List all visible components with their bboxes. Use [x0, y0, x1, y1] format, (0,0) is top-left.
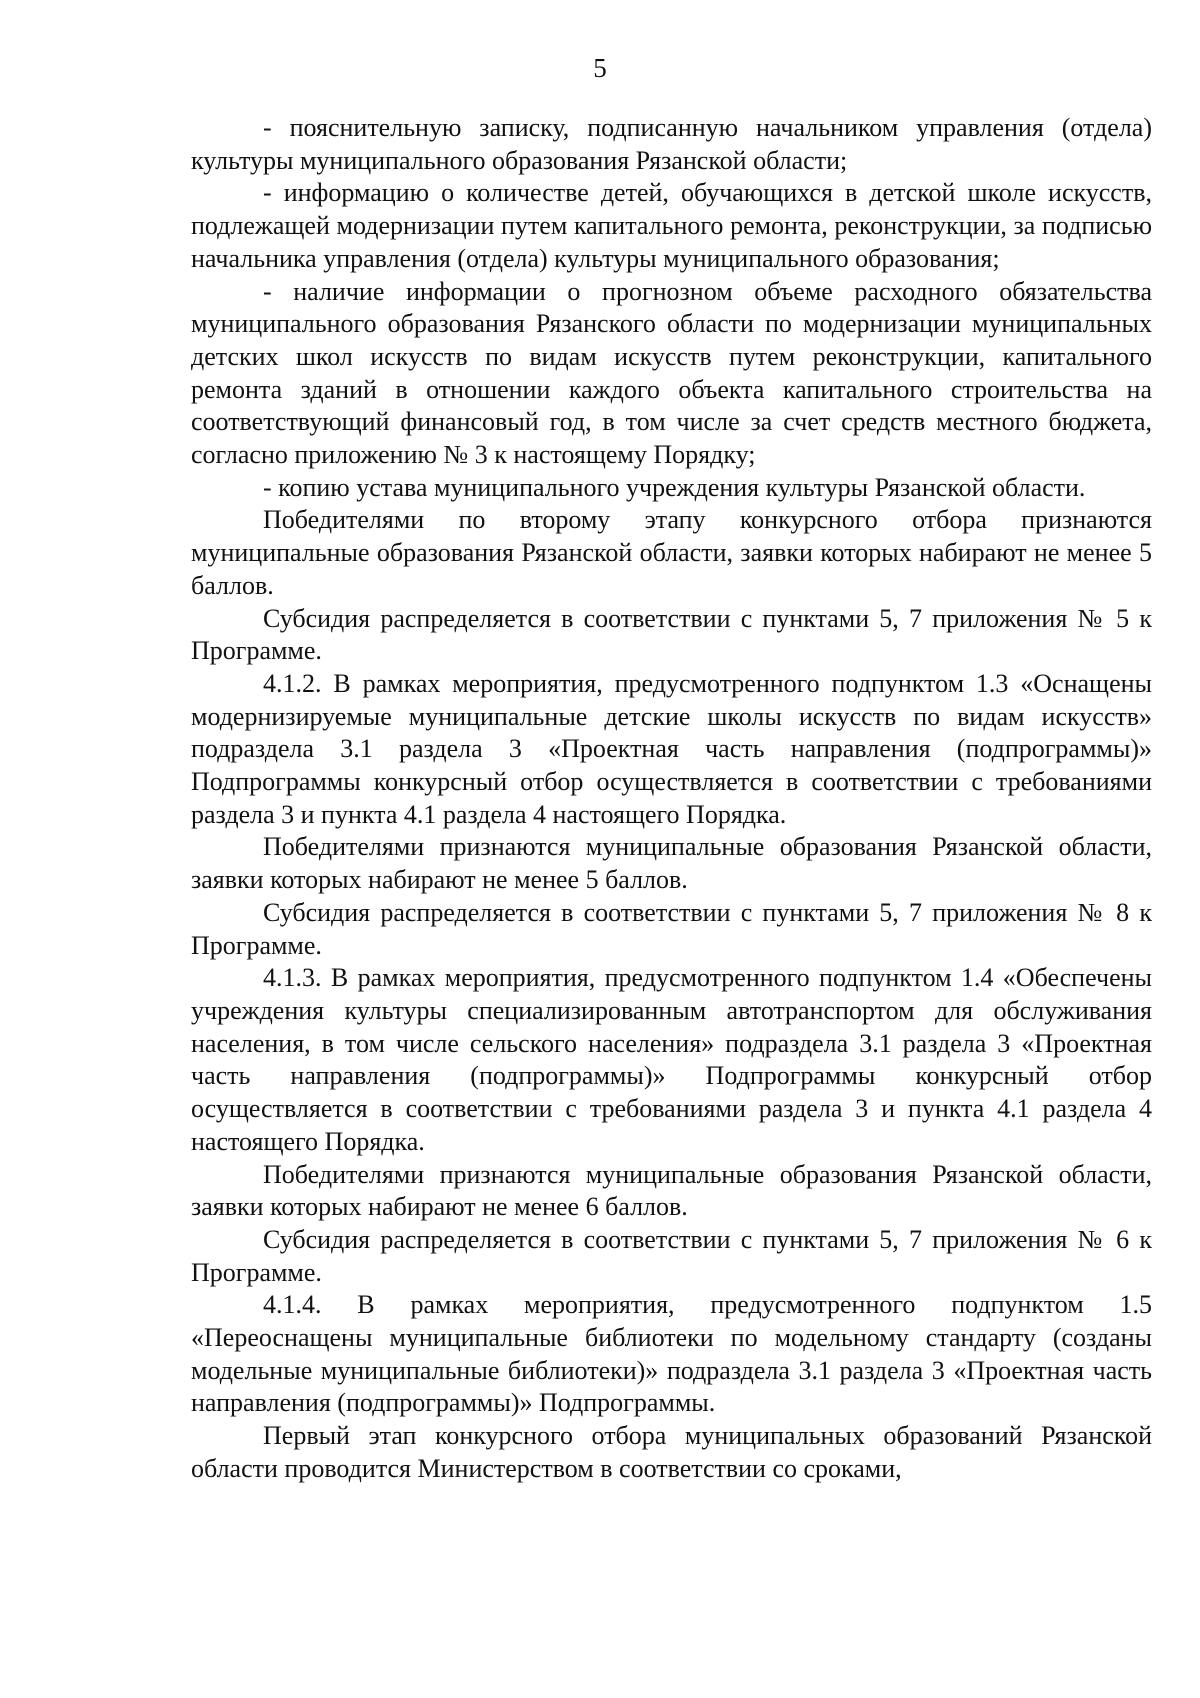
paragraph: Субсидия распределяется в соответствии с пунктами 5, 7 приложения № 5 к Программе. — [191, 603, 1152, 666]
paragraph: 4.1.3. В рамках мероприятия, предусмотренного подпунктом 1.4 «Обеспечены учреждения культуры специализированным автотранспортом для обслуживания населения, в том числе сельского населения» подраздела 3.1 раздела 3 «Проектная часть направления (подпрограммы)» Подпрограммы конкурсный отбор осуществляется в соответствии с требованиями раздела 3 и пункта 4.1 раздела 4 настоящего Порядка. — [191, 963, 1152, 1156]
paragraph: 4.1.2. В рамках мероприятия, предусмотренного подпунктом 1.3 «Оснащены модернизируемые муниципальные детские школы искусств по видам искусств» подраздела 3.1 раздела 3 «Проектная часть направления (подпрограммы)» Подпрограммы конкурсный отбор осуществляется в соответствии с требованиями раздела 3 и пункта 4.1 раздела 4 настоящего Порядка. — [191, 668, 1152, 829]
paragraph: 4.1.4. В рамках мероприятия, предусмотренного подпунктом 1.5 «Переоснащены муниципальные библиотеки по модельному стандарту (созданы модельные муниципальные библиотеки)» подраздела 3.1 раздела 3 «Проектная часть направления (подпрограммы)» Подпрограммы. — [191, 1290, 1152, 1418]
paragraph: Первый этап конкурсного отбора муниципальных образований Рязанской области проводится Министерством в соответствии со сроками, — [191, 1421, 1152, 1483]
paragraph: - копию устава муниципального учреждения культуры Рязанской области. — [263, 472, 1086, 502]
paragraph: Победителями признаются муниципальные образования Рязанской области, заявки которых набирают не менее 6 баллов. — [191, 1159, 1152, 1222]
paragraph: - информацию о количестве детей, обучающихся в детской школе искусств, подлежащей модернизации путем капитального ремонта, реконструкции, за подписью начальника управления (отдела) культуры муниципального образования; — [191, 178, 1152, 273]
paragraph: - наличие информации о прогнозном объеме расходного обязательства муниципального образования Рязанского области по модернизации муниципальных детских школ искусств по видам искусств путем реконструкции, капитального ремонта зданий в отношении каждого объекта капитального строительства на соответствующий финансовый год, в том числе за счет средств местного бюджета, согласно приложению № 3 к настоящему Порядку; — [191, 276, 1152, 470]
paragraph: - пояснительную записку, подписанную начальником управления (отдела) культуры муниципального образования Рязанской области; — [191, 113, 1152, 175]
paragraph: Субсидия распределяется в соответствии с пунктами 5, 7 приложения № 6 к Программе. — [191, 1224, 1152, 1287]
paragraph: Победителями по второму этапу конкурсного отбора признаются муниципальные образования Рязанской области, заявки которых набирают не менее 5 баллов. — [191, 505, 1152, 600]
page-number: 5 — [593, 53, 607, 83]
paragraph: Субсидия распределяется в соответствии с пунктами 5, 7 приложения № 8 к Программе. — [191, 897, 1152, 960]
document-body — [191, 112, 1152, 1486]
paragraph: Победителями признаются муниципальные образования Рязанской области, заявки которых набирают не менее 5 баллов. — [191, 832, 1152, 895]
